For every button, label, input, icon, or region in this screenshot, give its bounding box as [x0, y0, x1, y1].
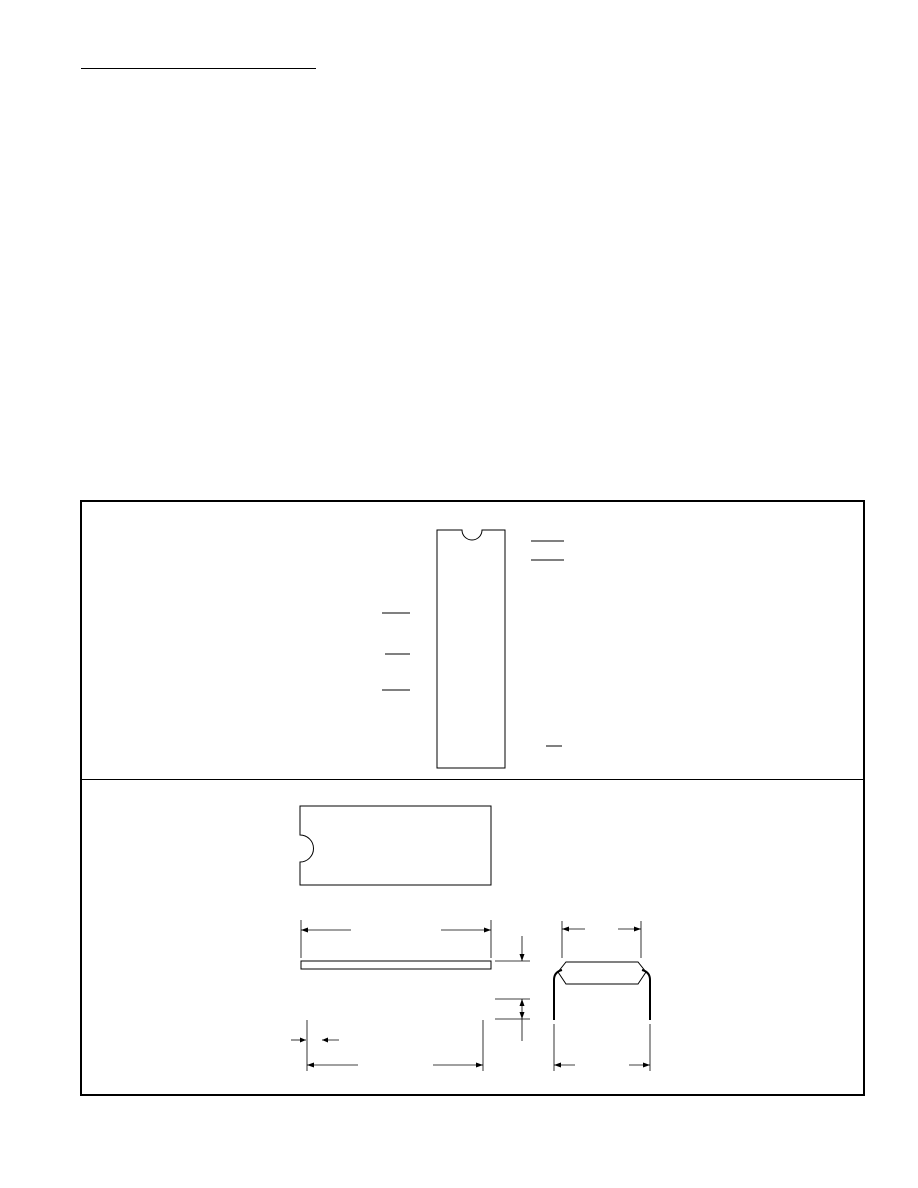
package-end-lead-right [642, 970, 650, 1020]
package-top-view [300, 806, 491, 885]
ic-body-outline [437, 530, 505, 768]
dim-row-arrow-left [554, 1063, 561, 1068]
package-side-body [301, 961, 491, 969]
dim-seat-arrow-bottom [520, 1012, 525, 1019]
package-top-body [300, 806, 491, 885]
dim-length-arrow-left [301, 928, 308, 933]
package-end-body [558, 962, 646, 984]
package-end-view [554, 921, 650, 1071]
dim-pitch-arrow-left [300, 1038, 306, 1043]
package-side-view [291, 920, 530, 1071]
dim-span-arrow-right [476, 1063, 483, 1068]
dim-seat-arrow-top [520, 999, 525, 1006]
dim-span-arrow-left [307, 1063, 314, 1068]
dim-length-arrow-right [484, 928, 491, 933]
dim-row-arrow-right [643, 1063, 650, 1068]
dim-width-arrow-left [562, 927, 569, 932]
dim-height-arrow [520, 954, 525, 961]
package-end-lead-left [554, 970, 562, 1020]
dim-pitch-arrow-right [322, 1038, 328, 1043]
pin-diagram [382, 530, 564, 768]
dim-width-arrow-right [634, 927, 641, 932]
